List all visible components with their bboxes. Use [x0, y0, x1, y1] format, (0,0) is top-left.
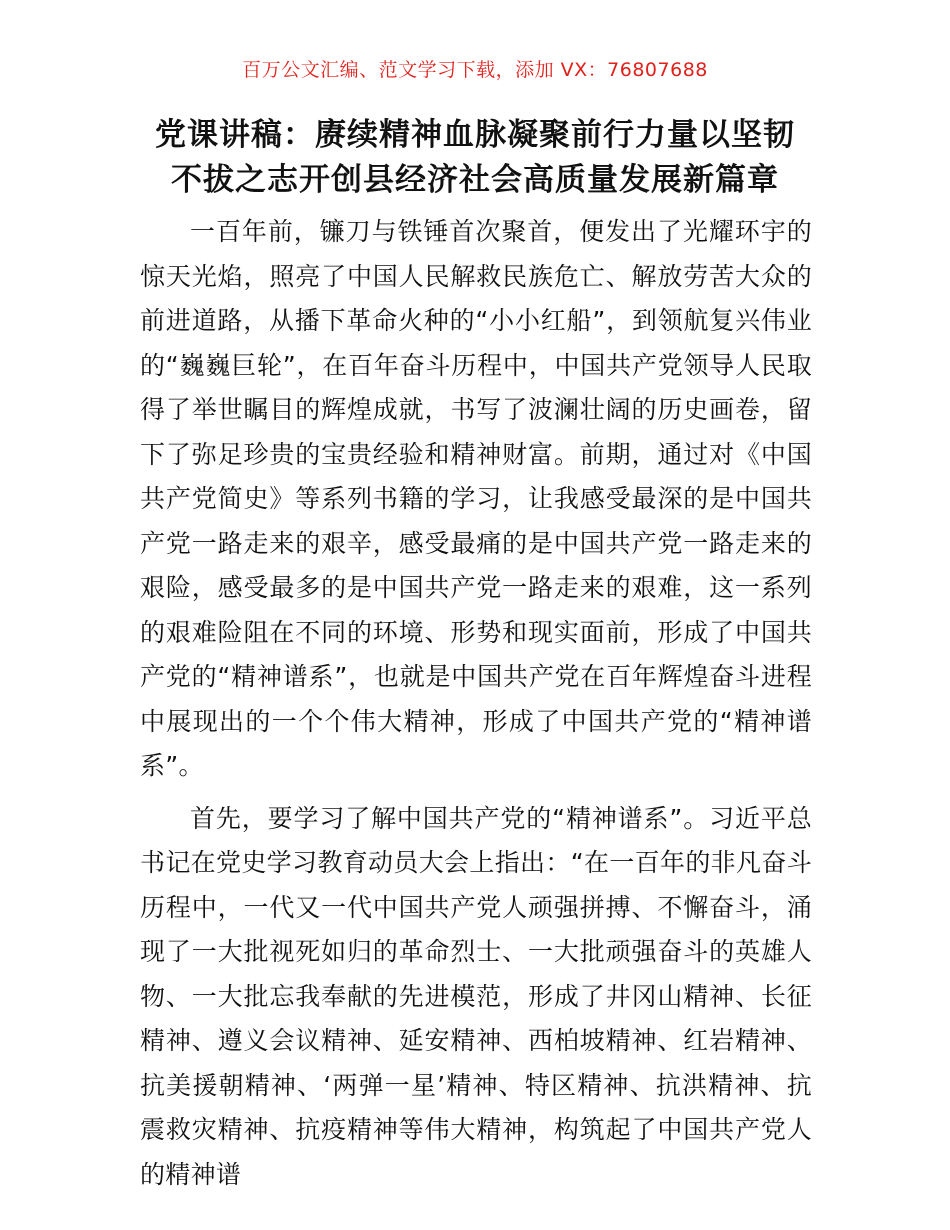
title-line-1: 党课讲稿：赓续精神血脉凝聚前行力量以坚韧 [155, 117, 795, 153]
document-body [140, 210, 812, 1197]
paragraph-1: 一百年前，镰刀与铁锤首次聚首，便发出了光耀环宇的惊天光焰，照亮了中国人民解救民族危亡、解放劳苦大众的前进道路，从播下革命火种的“小小红船”，到领航复兴伟业的“巍巍巨轮”，在百年奋斗历程中，中国共产党领导人民取得了举世瞩目的辉煌成就，书写了波澜壮阔的历史画卷，留下了弥足珍贵的宝贵经验和精神财富。前期，通过对《中国共产党简史》等系列书籍的学习，让我感受最深的是中国共产党一路走来的艰辛，感受最痛的是中国共产党一路走来的艰险，感受最多的是中国共产党一路走来的艰难，这一系列的艰难险阻在不同的环境、形势和现实面前，形成了中国共产党的“精神谱系”，也就是中国共产党在百年辉煌奋斗进程中展现出的一个个伟大精神，形成了中国共产党的“精神谱系”。 [140, 217, 812, 780]
title-line-2: 不拔之志开创县经济社会高质量发展新篇章 [171, 162, 779, 198]
document-title [120, 113, 830, 203]
watermark-header: 百万公文汇编、范文学习下载，添加 VX：76807688 [242, 59, 708, 81]
paragraph-2: 首先，要学习了解中国共产党的“精神谱系”。习近平总书记在党史学习教育动员大会上指出：“在一百年的非凡奋斗历程中，一代又一代中国共产党人顽强拼搏、不懈奋斗，涌现了一大批视死如归的革命烈士、一大批顽强奋斗的英雄人物、一大批忘我奉献的先进模范，形成了井冈山精神、长征精神、遵义会议精神、延安精神、西柏坡精神、红岩精神、抗美援朝精神、‘两弹一星’精神、特区精神、抗洪精神、抗震救灾精神、抗疫精神等伟大精神，构筑起了中国共产党人的精神谱 [140, 803, 812, 1189]
